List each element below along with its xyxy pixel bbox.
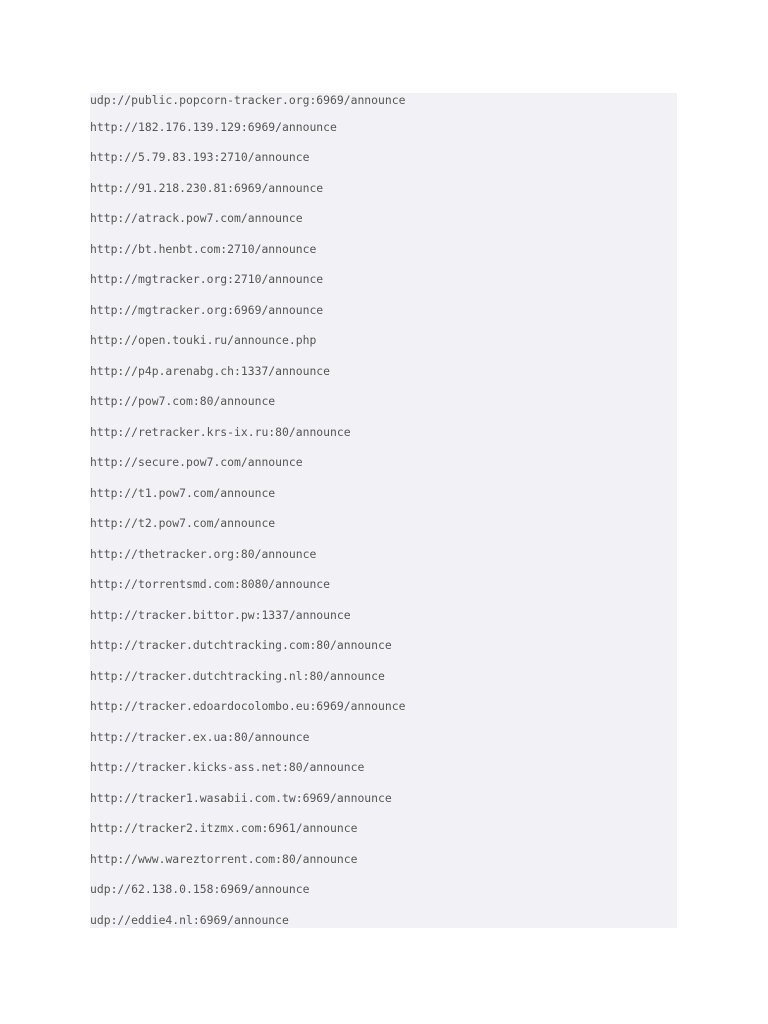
tracker-line: http://secure.pow7.com/announce: [90, 455, 303, 469]
tracker-line: udp://public.popcorn-tracker.org:6969/announce: [90, 93, 406, 107]
tracker-line: http://tracker.dutchtracking.nl:80/announce: [90, 669, 385, 683]
tracker-line: http://bt.henbt.com:2710/announce: [90, 242, 317, 256]
tracker-line: http://tracker1.wasabii.com.tw:6969/announce: [90, 791, 392, 805]
tracker-line: http://thetracker.org:80/announce: [90, 547, 317, 561]
tracker-line: http://tracker.ex.ua:80/announce: [90, 730, 310, 744]
tracker-line: http://p4p.arenabg.ch:1337/announce: [90, 364, 331, 378]
tracker-line: http://tracker.bittor.pw:1337/announce: [90, 608, 351, 622]
tracker-line: http://tracker.dutchtracking.com:80/announce: [90, 638, 392, 652]
tracker-line: http://tracker.edoardocolombo.eu:6969/announce: [90, 699, 406, 713]
tracker-line: http://atrack.pow7.com/announce: [90, 211, 303, 225]
tracker-list-block: [90, 93, 677, 928]
tracker-line: http://tracker2.itzmx.com:6961/announce: [90, 821, 358, 835]
tracker-line: http://torrentsmd.com:8080/announce: [90, 577, 331, 591]
tracker-line: http://open.touki.ru/announce.php: [90, 333, 317, 347]
tracker-line: http://91.218.230.81:6969/announce: [90, 181, 324, 195]
tracker-line: http://tracker.kicks-ass.net:80/announce: [90, 760, 365, 774]
tracker-line: http://182.176.139.129:6969/announce: [90, 120, 337, 134]
tracker-line: http://t2.pow7.com/announce: [90, 516, 276, 530]
tracker-line: http://mgtracker.org:6969/announce: [90, 303, 324, 317]
tracker-line: udp://62.138.0.158:6969/announce: [90, 882, 310, 896]
tracker-line: http://t1.pow7.com/announce: [90, 486, 276, 500]
tracker-line: http://mgtracker.org:2710/announce: [90, 272, 324, 286]
tracker-line: http://5.79.83.193:2710/announce: [90, 150, 310, 164]
tracker-line: http://pow7.com:80/announce: [90, 394, 276, 408]
tracker-line: http://retracker.krs-ix.ru:80/announce: [90, 425, 351, 439]
tracker-line: http://www.wareztorrent.com:80/announce: [90, 852, 358, 866]
tracker-line: udp://eddie4.nl:6969/announce: [90, 913, 289, 927]
